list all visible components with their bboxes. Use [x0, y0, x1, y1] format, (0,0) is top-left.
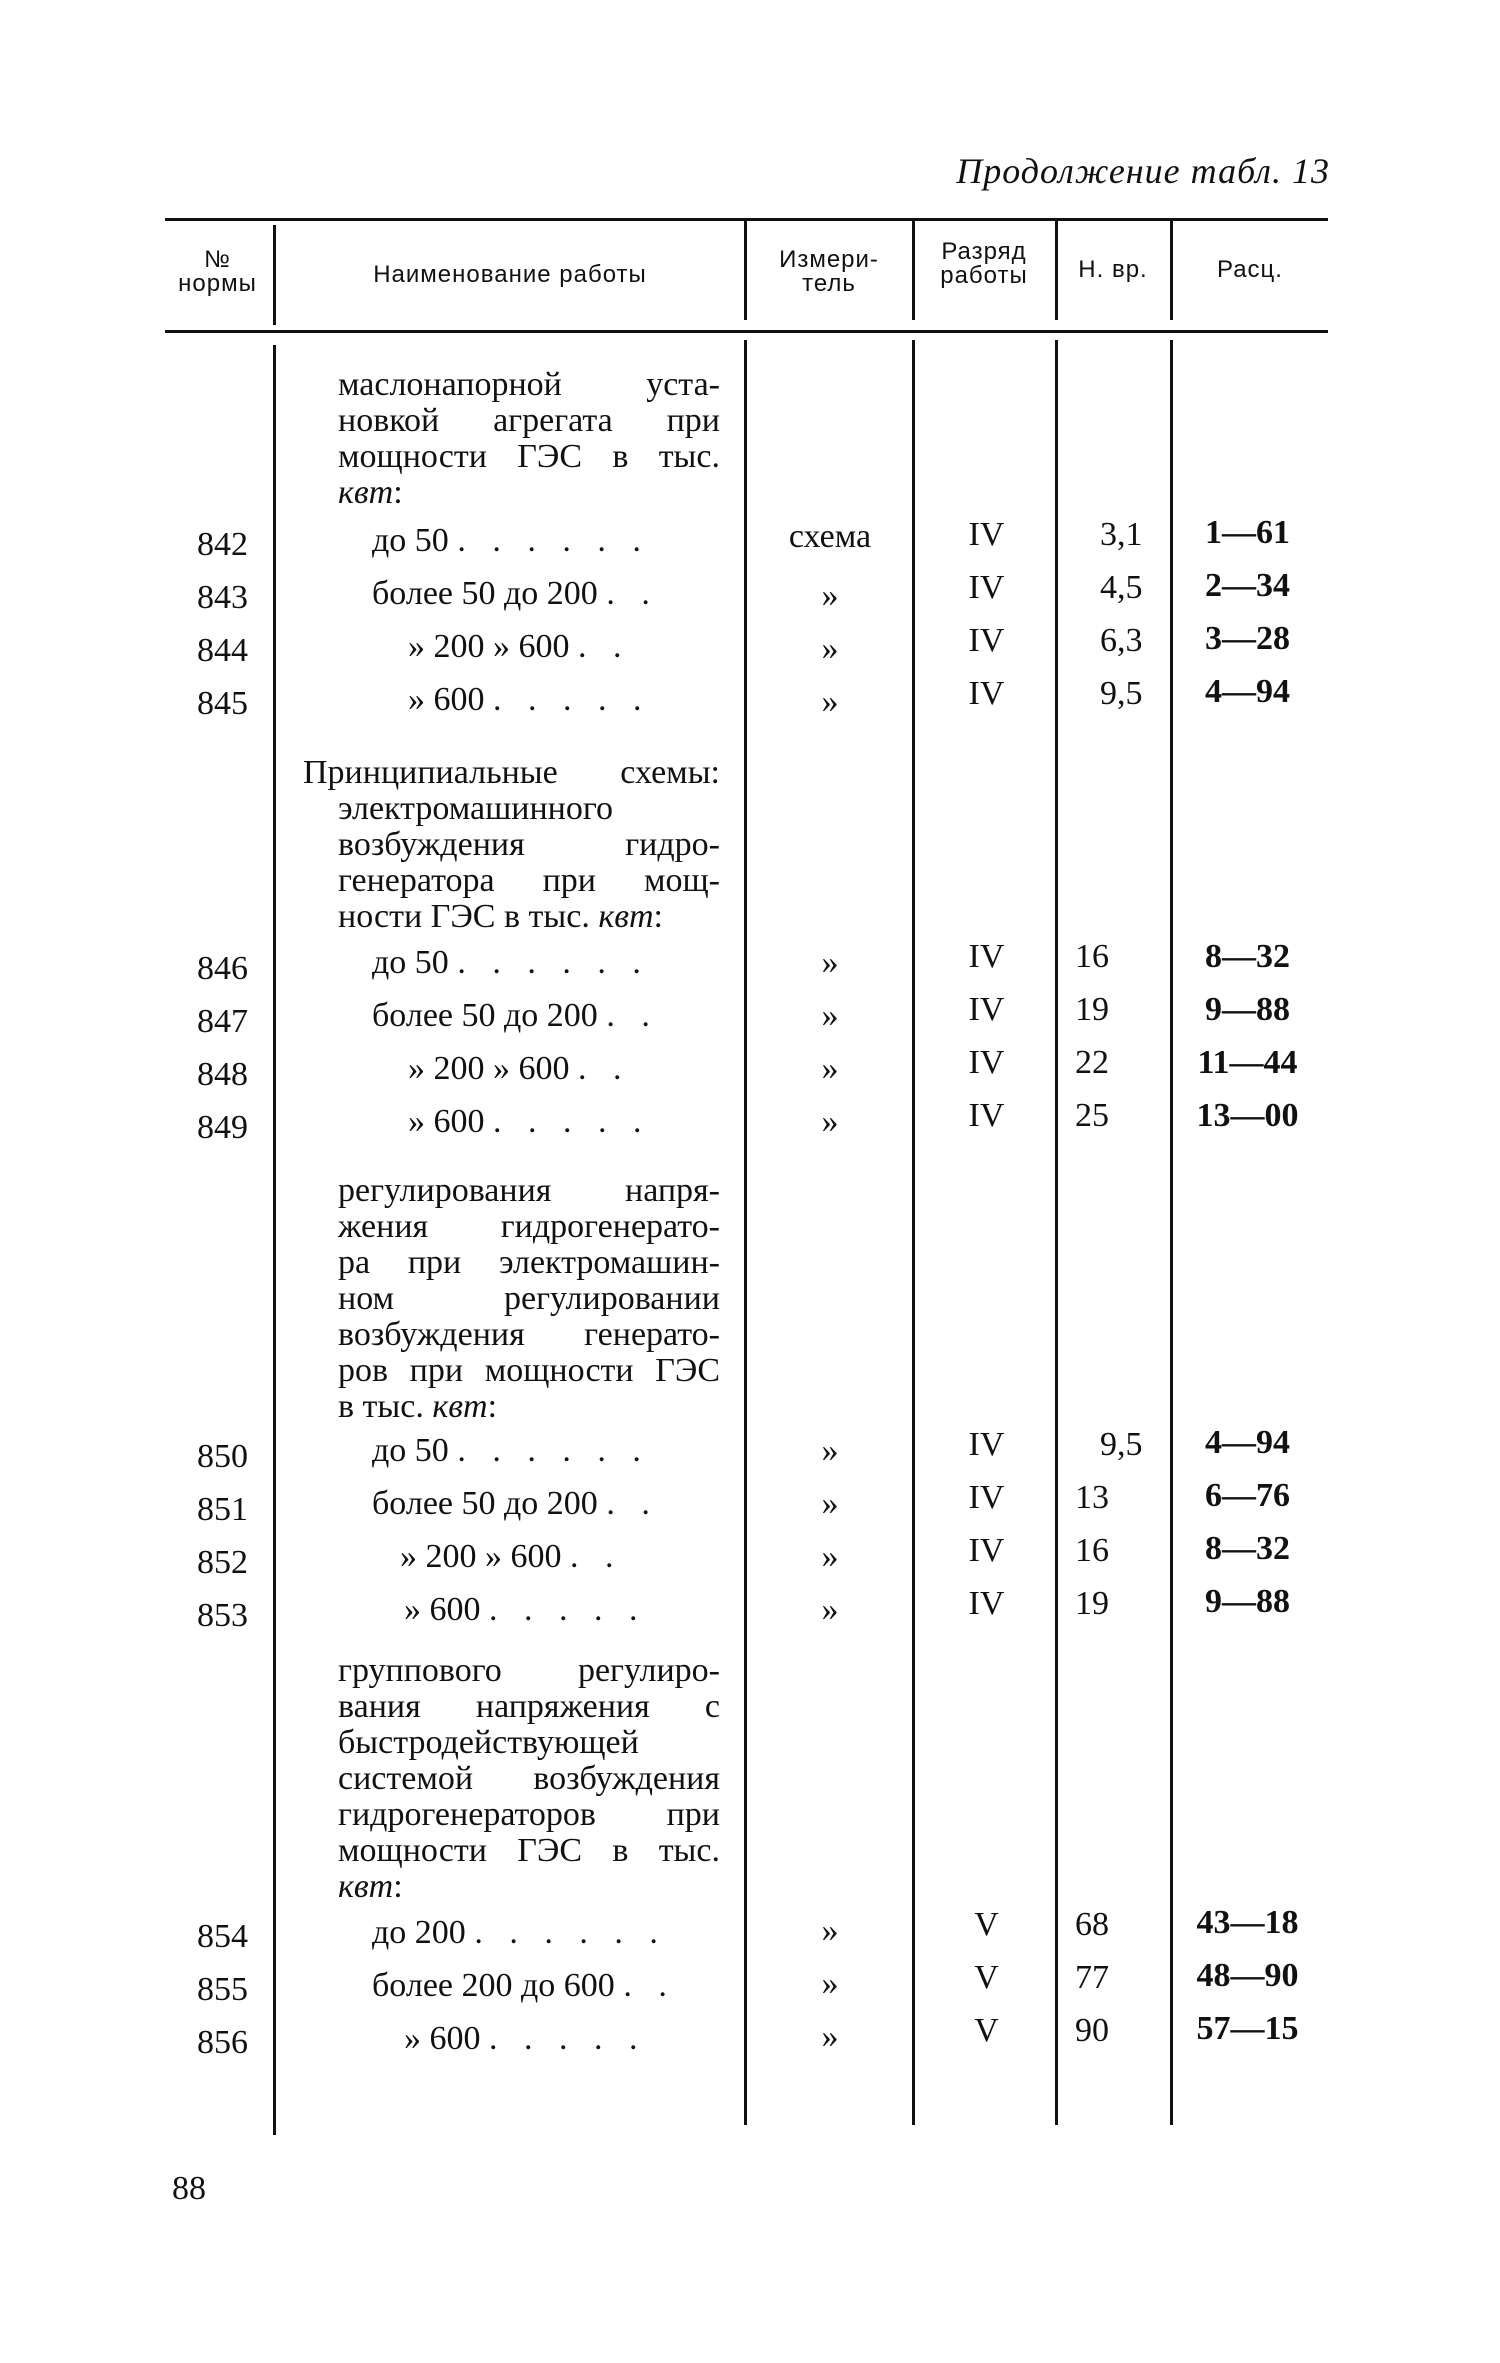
section-heading-line [338, 899, 720, 935]
work-item-name: более 50 до 200 [372, 575, 598, 612]
work-item [372, 1486, 659, 1522]
work-item [372, 945, 650, 981]
grade-cell: IV [968, 991, 1005, 1028]
grade-cell: IV [968, 938, 1005, 975]
leader-dots: . . . . . [489, 1591, 647, 1628]
header-norm-number-line2: нормы [178, 270, 257, 297]
norm-number: 854 [197, 1918, 248, 1955]
time-cell: 9,5 [1100, 675, 1143, 712]
grade-cell: IV [968, 569, 1005, 606]
norm-number: 848 [197, 1056, 248, 1093]
norm-number: 851 [197, 1491, 248, 1528]
rate-cell: 1—61 [1205, 514, 1290, 551]
norm-number: 845 [197, 685, 248, 722]
section-heading-line: быстродействующей [338, 1724, 639, 1761]
rate-cell: 8—32 [1205, 1530, 1290, 1567]
leader-dots: . . [578, 1050, 631, 1087]
section-heading-line: жения гидрогенерато- [338, 1208, 720, 1245]
work-item-name: до 200 [372, 1914, 466, 1951]
grade-cell: IV [968, 516, 1005, 553]
rate-cell: 9—88 [1205, 1583, 1290, 1620]
work-item-name: » 200 » 600 [408, 1050, 570, 1087]
work-item [372, 1968, 676, 2004]
power-unit: квт [432, 1388, 488, 1425]
power-unit: квт [338, 474, 394, 511]
grade-cell: IV [968, 622, 1005, 659]
grade-cell: V [974, 2012, 999, 2049]
time-cell: 13 [1075, 1479, 1109, 1516]
work-item-name: более 50 до 200 [372, 997, 598, 1034]
section-heading-line: ра при электромашин- [338, 1244, 720, 1281]
unit-suffix: : [487, 1388, 498, 1425]
section-heading [303, 755, 720, 935]
power-unit: квт [598, 898, 654, 935]
column-divider [1170, 340, 1173, 2125]
work-item-name: » 200 » 600 [408, 628, 570, 665]
header-rate: Расц. [1217, 256, 1283, 283]
time-cell: 25 [1075, 1097, 1109, 1134]
measure-cell: » [821, 1538, 839, 1575]
section-heading-line: новкой агрегата при [338, 402, 720, 439]
work-item [372, 576, 659, 612]
rate-cell: 9—88 [1205, 991, 1290, 1028]
time-cell: 19 [1075, 1585, 1109, 1622]
time-cell: 3,1 [1100, 516, 1143, 553]
section-heading-line [338, 1389, 720, 1425]
measure-cell: » [821, 1591, 839, 1628]
work-item [408, 682, 651, 718]
rate-cell: 43—18 [1196, 1904, 1299, 1941]
section-heading-line: мощности ГЭС в тыс. [338, 1832, 720, 1869]
norm-number: 844 [197, 632, 248, 669]
measure-cell: » [821, 1050, 839, 1087]
header-work-name: Наименование работы [373, 261, 647, 288]
header-divider [273, 225, 276, 325]
grade-cell: IV [968, 1479, 1005, 1516]
rate-cell: 4—94 [1205, 673, 1290, 710]
work-item-name: » 600 [408, 681, 485, 718]
header-divider [1170, 220, 1173, 320]
rate-cell: 13—00 [1196, 1097, 1299, 1134]
power-unit: квт [338, 1868, 394, 1905]
time-cell: 16 [1075, 938, 1109, 975]
measure-cell: » [821, 577, 839, 614]
time-cell: 6,3 [1100, 622, 1143, 659]
header-bottom-rule [165, 330, 1328, 333]
unit-suffix: : [393, 1868, 403, 1905]
section-heading-line: мощности ГЭС в тыс. [338, 438, 720, 475]
leader-dots: . . . . . [493, 1103, 651, 1140]
section-heading [338, 367, 720, 511]
measure-cell: » [821, 630, 839, 667]
section-heading [338, 1653, 720, 1905]
rate-cell: 6—76 [1205, 1477, 1290, 1514]
leader-dots: . . . . . [493, 681, 651, 718]
work-item [404, 1592, 647, 1628]
section-heading-line: вания напряжения с [338, 1688, 720, 1725]
measure-cell: » [821, 683, 839, 720]
work-item [372, 998, 659, 1034]
time-cell: 4,5 [1100, 569, 1143, 606]
section-heading-line: группового регулиро- [338, 1652, 720, 1689]
leader-dots: . . . . . . [457, 522, 650, 559]
leader-dots: . . . . . . [474, 1914, 667, 1951]
rate-cell: 2—34 [1205, 567, 1290, 604]
section-heading-line: маслонапорной уста- [338, 366, 720, 403]
norm-number: 852 [197, 1544, 248, 1581]
section-heading-line: системой возбуждения [338, 1760, 720, 1797]
rate-cell: 3—28 [1205, 620, 1290, 657]
leader-dots: . . [578, 628, 631, 665]
work-item-name: более 50 до 200 [372, 1485, 598, 1522]
work-item-name: » 600 [408, 1103, 485, 1140]
section-heading-line: генератора при мощ- [338, 862, 720, 899]
section-heading-prefix: в тыс. [338, 1388, 433, 1425]
section-heading-line: возбуждения генерато- [338, 1316, 720, 1353]
work-item-name: » 200 » 600 [400, 1538, 562, 1575]
leader-dots: . . [606, 1485, 659, 1522]
measure-cell: » [821, 944, 839, 981]
work-item [372, 523, 650, 559]
time-cell: 77 [1075, 1959, 1109, 1996]
measure-cell: » [821, 1103, 839, 1140]
work-item-name: до 50 [372, 522, 449, 559]
leader-dots: . . [570, 1538, 623, 1575]
leader-dots: . . [606, 997, 659, 1034]
page-number: 88 [172, 2170, 206, 2207]
header-measure-line2: тель [802, 270, 856, 297]
norm-number: 842 [197, 526, 248, 563]
table-caption: Продолжение табл. 13 [956, 151, 1330, 191]
grade-cell: IV [968, 1585, 1005, 1622]
section-heading-line: ров при мощности ГЭС [338, 1352, 720, 1389]
header-grade-line1: Разряд [941, 238, 1027, 265]
leader-dots: . . [606, 575, 659, 612]
work-item [404, 2021, 647, 2057]
measure-cell: схема [788, 518, 872, 555]
measure-cell: » [821, 997, 839, 1034]
norm-number: 843 [197, 579, 248, 616]
work-item-name: до 50 [372, 944, 449, 981]
section-heading-line: регулирования напря- [338, 1172, 720, 1209]
grade-cell: IV [968, 1532, 1005, 1569]
grade-cell: IV [968, 675, 1005, 712]
header-work-grade [915, 240, 1053, 288]
grade-cell: V [974, 1959, 999, 1996]
rate-cell: 11—44 [1197, 1044, 1298, 1081]
work-item [408, 629, 631, 665]
norm-number: 853 [197, 1597, 248, 1634]
rate-cell: 4—94 [1205, 1424, 1290, 1461]
rate-cell: 57—15 [1196, 2010, 1299, 2047]
norm-number: 856 [197, 2024, 248, 2061]
unit-suffix: : [393, 474, 403, 511]
time-cell: 9,5 [1100, 1426, 1143, 1463]
section-heading-line: возбуждения гидро- [338, 826, 720, 863]
rate-cell: 48—90 [1196, 1957, 1299, 1994]
work-item-name: более 200 до 600 [372, 1967, 615, 2004]
work-item [408, 1051, 631, 1087]
header-divider [744, 220, 747, 320]
grade-cell: IV [968, 1044, 1005, 1081]
header-norm-number-line1: № [204, 246, 231, 273]
work-item [408, 1104, 651, 1140]
leader-dots: . . [623, 1967, 676, 2004]
time-cell: 90 [1075, 2012, 1109, 2049]
header-norm-number [165, 248, 270, 296]
norm-number: 855 [197, 1971, 248, 2008]
work-item [372, 1433, 650, 1469]
header-measure [748, 248, 910, 296]
work-item [372, 1915, 667, 1951]
time-cell: 68 [1075, 1906, 1109, 1943]
header-measure-line1: Измери- [779, 246, 879, 273]
section-heading-line [338, 1869, 720, 1905]
measure-cell: » [821, 1965, 839, 2002]
measure-cell: » [821, 1912, 839, 1949]
norm-number: 849 [197, 1109, 248, 1146]
section-heading-line: электромашинного [338, 790, 613, 827]
time-cell: 19 [1075, 991, 1109, 1028]
work-item-name: до 50 [372, 1432, 449, 1469]
grade-cell: IV [968, 1426, 1005, 1463]
leader-dots: . . . . . [489, 2020, 647, 2057]
unit-suffix: : [653, 898, 663, 935]
work-item-name: » 600 [404, 1591, 481, 1628]
measure-cell: » [821, 2018, 839, 2055]
leader-dots: . . . . . . [457, 944, 650, 981]
section-heading-line [338, 475, 720, 511]
time-cell: 22 [1075, 1044, 1109, 1081]
norm-number: 850 [197, 1438, 248, 1475]
section-heading-line: Принципиальные схемы: [303, 754, 720, 791]
header-time-norm: Н. вр. [1078, 256, 1148, 283]
grade-cell: V [974, 1906, 999, 1943]
grade-cell: IV [968, 1097, 1005, 1134]
work-item-name: » 600 [404, 2020, 481, 2057]
section-heading [338, 1173, 720, 1425]
rate-cell: 8—32 [1205, 938, 1290, 975]
leader-dots: . . . . . . [457, 1432, 650, 1469]
column-divider [1055, 340, 1058, 2125]
header-grade-line2: работы [940, 262, 1028, 289]
work-item [400, 1539, 623, 1575]
norm-number: 847 [197, 1003, 248, 1040]
section-heading-line: ном регулировании [338, 1280, 720, 1317]
column-divider [273, 345, 276, 2135]
time-cell: 16 [1075, 1532, 1109, 1569]
norm-number: 846 [197, 950, 248, 987]
section-heading-line: гидрогенераторов при [338, 1796, 720, 1833]
measure-cell: » [821, 1432, 839, 1469]
section-heading-prefix: ности ГЭС в тыс. [338, 898, 599, 935]
measure-cell: » [821, 1485, 839, 1522]
